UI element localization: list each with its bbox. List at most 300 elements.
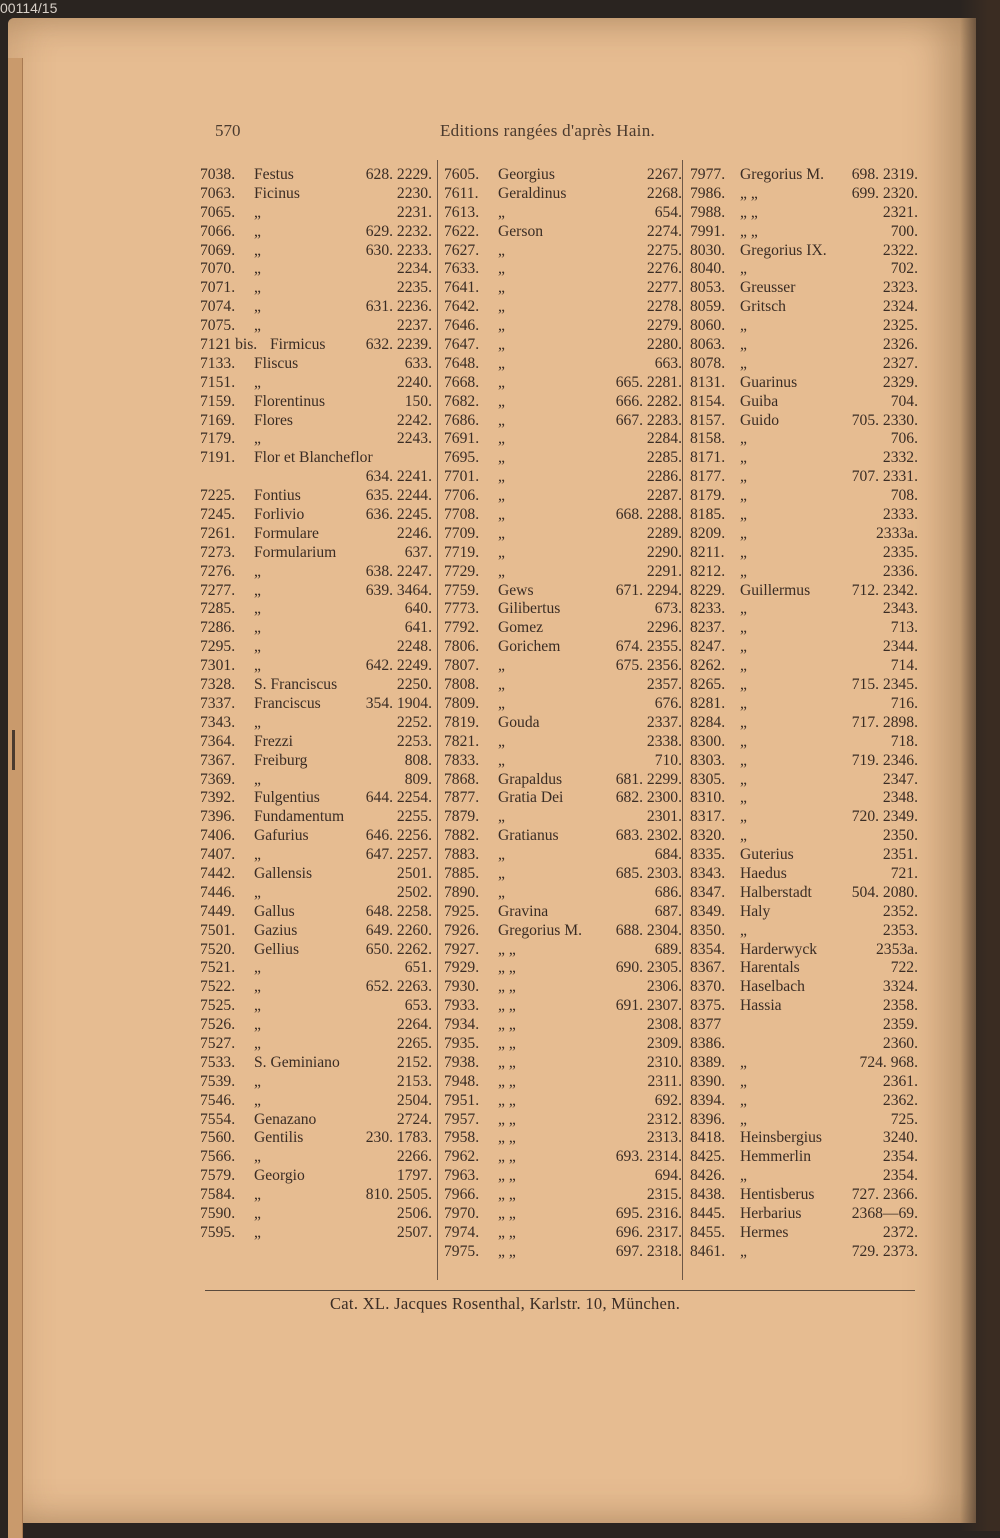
index-entry [200,525,432,544]
entry-name: „ [740,921,747,939]
entry-reference: 2352. [882,902,918,920]
entry-reference: 808. [404,751,432,769]
entry-name: Harentals [740,959,800,977]
index-entry [444,1148,682,1167]
index-column-3 [690,166,918,1262]
entry-name: Gerson [498,222,544,240]
entry-number: 7407. [200,846,236,864]
entry-reference: 668. 2288. [615,506,682,524]
entry-reference: 704. [890,392,918,410]
entry-reference: 2368—69. [851,1204,918,1222]
index-entry [690,336,918,355]
index-entry [200,223,432,242]
entry-number: 7521. [200,959,236,977]
entry-reference: 2309. [646,1034,682,1052]
entry-reference: 2502. [396,883,432,901]
entry-name: Gouda [498,713,540,731]
entry-reference: 638. 2247. [365,562,432,580]
entry-name: „ [254,222,261,240]
entry-number: 7446. [200,883,236,901]
entry-reference: 2354. [882,1167,918,1185]
entry-name: Haedus [740,864,787,882]
entry-reference: 2326. [882,336,918,354]
entry-name: „ [740,524,747,542]
entry-name: Guillermus [740,581,811,599]
entry-number: 7169. [200,411,236,429]
entry-number: 7522. [200,978,236,996]
entry-reference: 636. 2245. [365,506,432,524]
entry-reference: 2313. [646,1129,682,1147]
entry-number: 7633. [444,260,480,278]
entry-name: „ [498,336,505,354]
entry-name: Gentilis [254,1129,304,1147]
entry-reference: 2290. [646,543,682,561]
entry-reference: 675. 2356. [615,657,682,675]
index-entry [200,997,432,1016]
entry-name: „ [740,354,747,372]
entry-reference: 2242. [396,411,432,429]
entry-name: „ [254,1091,261,1109]
entry-name: „ [740,1053,747,1071]
entry-number: 8310. [690,789,726,807]
entry-name: „ [498,317,505,335]
index-entry [444,997,682,1016]
entry-reference: 685. 2303. [615,864,682,882]
entry-reference: 671. 2294. [615,581,682,599]
entry-name: „ [498,808,505,826]
entry-name: „ [740,657,747,675]
entry-reference: 2152. [396,1053,432,1071]
entry-reference: 809. [404,770,432,788]
footer-text: Cat. XL. Jacques Rosenthal, Karlstr. 10, München. [330,1294,681,1313]
entry-number: 7295. [200,638,236,656]
entry-number: 7179. [200,430,236,448]
index-entry [690,544,918,563]
entry-name: „ „ [498,1186,516,1204]
index-entry [444,903,682,922]
index-entry [690,374,918,393]
index-entry [690,242,918,261]
index-entry [200,1073,432,1092]
entry-number: 8059. [690,298,726,316]
margin-mark [12,730,15,770]
entry-reference: 2243. [396,430,432,448]
index-entry [690,487,918,506]
entry-name: Gilibertus [498,600,561,618]
entry-reference: 706. [890,430,918,448]
entry-name: „ [498,468,505,486]
index-entry [444,487,682,506]
entry-number: 7833. [444,751,480,769]
entry-reference: 640. [404,600,432,618]
entry-name: Hermes [740,1223,789,1241]
entry-name: Fundamentum [254,808,345,826]
entry-name: „ [740,808,747,826]
entry-reference: 666. 2282. [615,392,682,410]
entry-number: 8445. [690,1204,726,1222]
entry-name: „ [498,430,505,448]
entry-reference: 2274. [646,222,682,240]
entry-number: 8185. [690,506,726,524]
entry-number: 7343. [200,713,236,731]
entry-reference: 2335. [882,543,918,561]
entry-reference: 717. 2898. [851,713,918,731]
index-entry [444,393,682,412]
entry-number: 7369. [200,770,236,788]
entry-reference: 713. [890,619,918,637]
index-entry [444,1073,682,1092]
index-entry [444,412,682,431]
entry-reference: 2277. [646,279,682,297]
entry-number: 7708. [444,506,480,524]
entry-number: 7773. [444,600,480,618]
entry-name: „ [498,676,505,694]
entry-reference: 684. [654,846,682,864]
index-entry [444,884,682,903]
index-entry [690,1016,918,1035]
entry-name: „ [254,317,261,335]
entry-name: „ [498,732,505,750]
index-entry [444,827,682,846]
entry-reference: 2323. [882,279,918,297]
entry-reference: 2240. [396,373,432,391]
entry-name: „ [498,279,505,297]
index-entry [444,865,682,884]
entry-name: „ [254,562,261,580]
entry-name: Hentisberus [740,1186,815,1204]
entry-name: „ [740,449,747,467]
index-entry [444,1054,682,1073]
entry-number: 7065. [200,203,236,221]
entry-name: Herbarius [740,1204,802,1222]
entry-name: „ [740,600,747,618]
entry-number: 8060. [690,317,726,335]
entry-number: 7691. [444,430,480,448]
entry-name: „ [740,676,747,694]
entry-reference: 712. 2342. [851,581,918,599]
entry-number: 7991. [690,222,726,240]
entry-name: Gorichem [498,638,561,656]
entry-reference: 693. 2314. [615,1148,682,1166]
index-entry [690,619,918,638]
entry-reference: 1797. [396,1167,432,1185]
entry-number: 7792. [444,619,480,637]
entry-reference: 2333. [882,506,918,524]
entry-reference: 230. 1783. [365,1129,432,1147]
entry-reference: 2253. [396,732,432,750]
index-entry [444,695,682,714]
entry-number: 7133. [200,354,236,372]
index-entry [444,166,682,185]
entry-name: „ [254,883,261,901]
entry-name: „ [254,1034,261,1052]
index-entry [444,1016,682,1035]
entry-number: 8396. [690,1110,726,1128]
index-entry [444,1129,682,1148]
entry-name: „ „ [498,1223,516,1241]
entry-name: „ [740,562,747,580]
entry-number: 7392. [200,789,236,807]
entry-name: „ [254,430,261,448]
entry-reference: 667. 2283. [615,411,682,429]
column-rule [437,160,438,1280]
entry-reference: 630. 2233. [365,241,432,259]
entry-number: 7328. [200,676,236,694]
entry-reference: 653. [404,997,432,1015]
entry-name: Gazius [254,921,298,939]
entry-number: 7719. [444,543,480,561]
entry-number: 7882. [444,827,480,845]
index-entry [690,1073,918,1092]
index-entry [690,298,918,317]
index-entry [444,223,682,242]
entry-name: Gallus [254,902,295,920]
entry-reference: 2264. [396,1016,432,1034]
entry-number: 7546. [200,1091,236,1109]
entry-name: Haselbach [740,978,805,996]
index-entry [690,827,918,846]
entry-name: „ [498,524,505,542]
entry-number: 7686. [444,411,480,429]
entry-number: 8347. [690,883,726,901]
entry-reference: 648. 2258. [365,902,432,920]
entry-reference: 2237. [396,317,432,335]
entry-name: Genazano [254,1110,317,1128]
index-entry [444,468,682,487]
index-entry [690,695,918,714]
entry-name: „ „ [498,959,516,977]
entry-number: 8390. [690,1072,726,1090]
entry-name: „ [498,392,505,410]
entry-number: 8386. [690,1034,726,1052]
entry-name: Guido [740,411,779,429]
entry-reference: 3324. [882,978,918,996]
entry-reference: 150. [404,392,432,410]
entry-reference: 708. [890,487,918,505]
entry-number: 7934. [444,1016,480,1034]
index-entry [200,242,432,261]
entry-number: 7069. [200,241,236,259]
entry-name: Georgio [254,1167,305,1185]
index-entry [200,166,432,185]
entry-reference: 718. [890,732,918,750]
entry-number: 7925. [444,902,480,920]
index-entry [444,733,682,752]
entry-number: 7605. [444,166,480,183]
entry-number: 8354. [690,940,726,958]
index-entry [690,600,918,619]
entry-name: Formulare [254,524,319,542]
entry-reference: 663. [654,354,682,372]
entry-number: 7930. [444,978,480,996]
index-entry [200,903,432,922]
entry-name: Hemmerlin [740,1148,812,1166]
index-entry [444,941,682,960]
entry-name: „ [254,978,261,996]
entry-number: 7962. [444,1148,480,1166]
index-entry [444,563,682,582]
entry-number: 7285. [200,600,236,618]
entry-reference: 682. 2300. [615,789,682,807]
entry-number: 8262. [690,657,726,675]
entry-reference: 2353. [882,921,918,939]
entry-name: „ [254,638,261,656]
entry-reference: 2308. [646,1016,682,1034]
entry-number: 8426. [690,1167,726,1185]
index-entry [200,771,432,790]
entry-number: 7809. [444,694,480,712]
entry-reference: 725. [890,1110,918,1128]
entry-number: 7595. [200,1223,236,1241]
entry-reference: 654. [654,203,682,221]
entry-reference: 2353a. [875,940,918,958]
entry-reference: 2322. [882,241,918,259]
entry-name: Frezzi [254,732,293,750]
entry-number: 7668. [444,373,480,391]
index-entry [444,1092,682,1111]
entry-number: 7273. [200,543,236,561]
entry-number: 8171. [690,449,726,467]
index-entry [200,393,432,412]
entry-number: 7554. [200,1110,236,1128]
index-entry [200,430,432,449]
entry-name: „ [254,1072,261,1090]
entry-name: „ [254,1204,261,1222]
entry-reference: 2506. [396,1204,432,1222]
entry-name: Gellius [254,940,300,958]
index-entry [200,544,432,563]
entry-number: 8177. [690,468,726,486]
entry-reference: 2351. [882,846,918,864]
index-entry [690,1205,918,1224]
entry-number: 7276. [200,562,236,580]
entry-number: 7926. [444,921,480,939]
entry-number: 7935. [444,1034,480,1052]
entry-number: 7933. [444,997,480,1015]
entry-reference: 691. 2307. [615,997,682,1015]
index-entry [200,600,432,619]
index-entry [444,1186,682,1205]
entry-reference: 2327. [882,354,918,372]
entry-reference: 2321. [882,203,918,221]
index-entry [200,1224,432,1243]
entry-name: „ „ [498,997,516,1015]
entry-reference: 687. [654,902,682,920]
entry-reference: 674. 2355. [615,638,682,656]
entry-name: Harderwyck [740,940,818,958]
entry-number: 7590. [200,1204,236,1222]
index-entry [200,657,432,676]
index-entry [200,204,432,223]
running-head: Editions rangées d'après Hain. [440,121,656,140]
entry-number: 7879. [444,808,480,826]
entry-name: „ [498,657,505,675]
entry-number: 7759. [444,581,480,599]
entry-number: 7885. [444,864,480,882]
entry-name: „ [254,657,261,675]
entry-name: „ [740,487,747,505]
entry-number: 8320. [690,827,726,845]
entry-reference: 715. 2345. [851,676,918,694]
index-entry [200,808,432,827]
entry-reference: 2266. [396,1148,432,1166]
entry-number: 8030. [690,241,726,259]
index-entry [690,1092,918,1111]
index-entry [200,789,432,808]
entry-number: 7682. [444,392,480,410]
entry-reference: 686. [654,883,682,901]
entry-number: 8247. [690,638,726,656]
index-entry [690,317,918,336]
entry-reference: 2275. [646,241,682,259]
entry-number: 8284. [690,713,726,731]
entry-reference: 2358. [882,997,918,1015]
index-entry [444,1111,682,1130]
entry-number: 7642. [444,298,480,316]
index-entry [444,1224,682,1243]
entry-reference: 2301. [646,808,682,826]
index-entry [200,582,432,601]
entry-reference: 646. 2256. [365,827,432,845]
entry-reference: 710. [654,751,682,769]
entry-name: „ „ [498,1110,516,1128]
index-entry [444,1243,682,1262]
index-entry [444,1167,682,1186]
entry-number: 7533. [200,1053,236,1071]
index-entry [200,695,432,714]
entry-name: „ [254,959,261,977]
entry-number: 7337. [200,694,236,712]
entry-reference: 2286. [646,468,682,486]
entry-name: „ [740,789,747,807]
entry-reference: 2312. [646,1110,682,1128]
entry-reference: 2230. [396,184,432,202]
entry-name: „ [498,449,505,467]
index-entry [690,733,918,752]
entry-number: 7648. [444,354,480,372]
index-entry [690,204,918,223]
entry-reference: 2153. [396,1072,432,1090]
entry-reference: 681. 2299. [615,770,682,788]
entry-reference: 2267. [646,166,682,183]
entry-name: „ „ [498,1204,516,1222]
entry-number: 8212. [690,562,726,580]
entry-reference: 2359. [882,1016,918,1034]
entry-name: „ [254,1186,261,1204]
entry-name: „ [498,506,505,524]
entry-number: 7527. [200,1034,236,1052]
index-entry [690,714,918,733]
entry-number: 7071. [200,279,236,297]
index-entry [200,1205,432,1224]
index-entry [200,714,432,733]
entry-name: Fontius [254,487,301,505]
entry-number: 7883. [444,846,480,864]
entry-number: 7646. [444,317,480,335]
gutter-shadow [960,0,1000,1531]
entry-number: 7611. [444,184,479,202]
entry-reference: 689. [654,940,682,958]
entry-name: Guarinus [740,373,798,391]
index-entry [690,997,918,1016]
entry-reference: 634. 2241. [365,468,432,486]
index-entry [200,468,432,487]
entry-number: 8158. [690,430,726,448]
entry-number: 8131. [690,373,726,391]
index-entry [690,865,918,884]
entry-reference: 2284. [646,430,682,448]
index-entry [690,1148,918,1167]
